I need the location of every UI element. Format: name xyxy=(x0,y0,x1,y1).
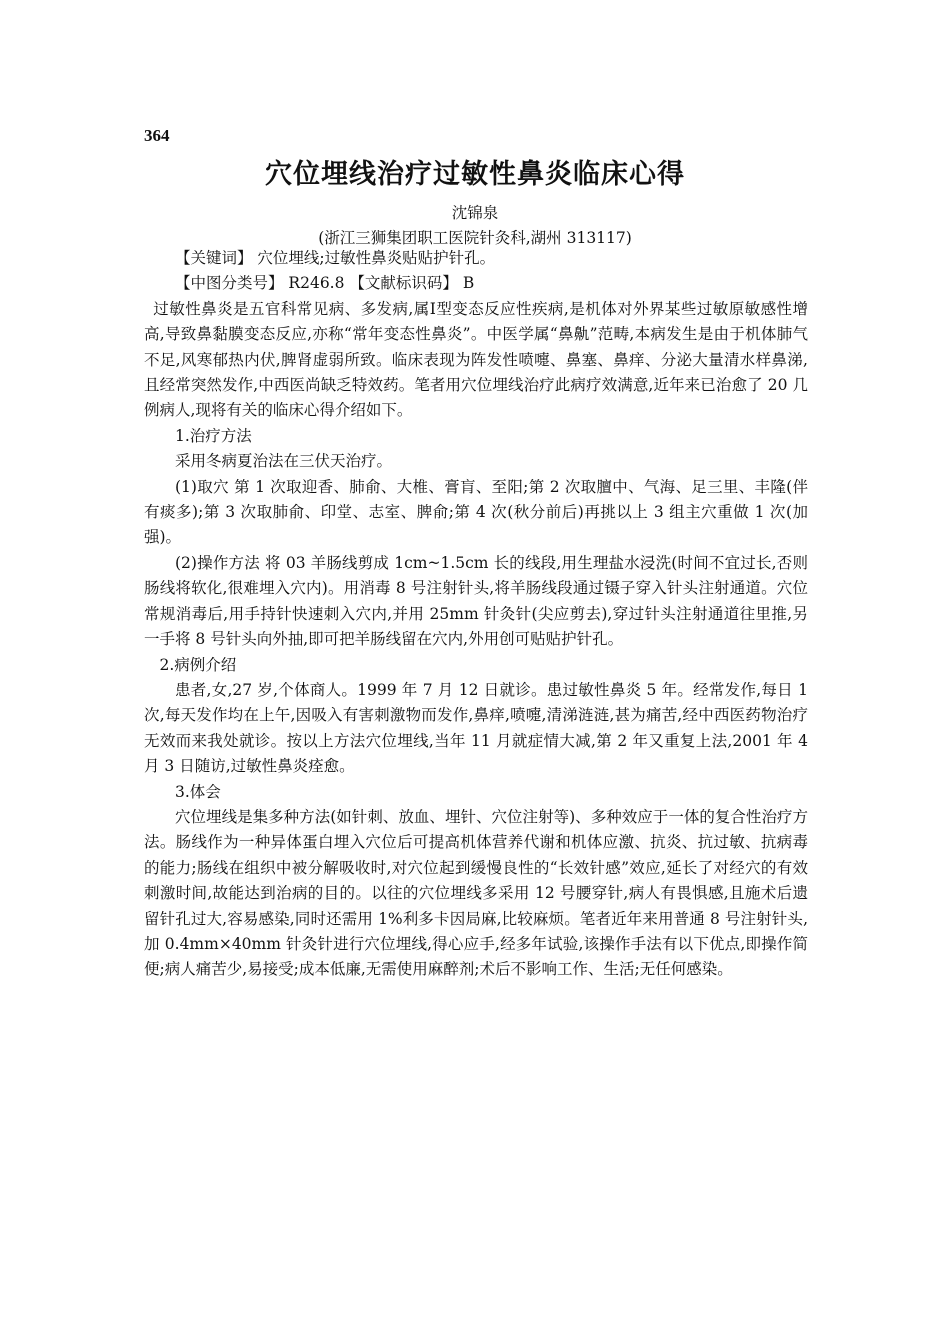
section-heading-case: 2.病例介绍 xyxy=(159,655,237,674)
classification-line: 【中图分类号】 R246.8 【文献标识码】 B xyxy=(175,274,475,293)
page-number: 364 xyxy=(144,126,170,145)
methods-paragraph-acupoints: (1)取穴 第 1 次取迎香、肺俞、大椎、膏肓、至阳;第 2 次取膻中、气海、足三里、丰隆(伴有痰多);第 3 次取肺俞、印堂、志室、脾俞;第 4 次(秋分前后)再挑以上 3 组主穴重做 1 次(加强)。 xyxy=(144,477,808,547)
section-heading-methods: 1.治疗方法 xyxy=(175,426,252,445)
author-name: 沈锦泉 xyxy=(451,204,499,222)
discussion-paragraph: 穴位埋线是集多种方法(如针刺、放血、埋针、穴位注射等)、多种效应于一体的复合性治疗方法。肠线作为一种异体蛋白埋入穴位后可提高机体营养代谢和机体应激、抗炎、抗过敏、抗病毒的能力;肠线在组织中被分解吸收时,对穴位起到缓慢良性的“长效针感”效应,延长了对经穴的有效刺激时间,故能达到治病的目的。以往的穴位埋线多采用 12 号腰穿针,病人有畏惧感,且施术后遗留针孔过大,容易感染,同时还需用 1%利多卡因局麻,比较麻烦。笔者近年来用普通 8 号注射针头,加 0.4mm×40mm 针灸针进行穴位埋线,得心应手,经多年试验,该操作手法有以下优点,即操作简便;病人痛苦少,易接受;成本低廉,无需使用麻醉剂;术后不影响工作、生活;无任何感染。 xyxy=(144,807,808,979)
intro-paragraph: 过敏性鼻炎是五官科常见病、多发病,属Ⅰ型变态反应性疾病,是机体对外界某些过敏原敏感性增高,导致鼻黏膜变态反应,亦称“常年变态性鼻炎”。中医学属“鼻鼽”范畴,本病发生是由于机体肺气不足,风寒郁热内伏,脾肾虚弱所致。临床表现为阵发性喷嚏、鼻塞、鼻痒、分泌大量清水样鼻涕,且经常突然发作,中西医尚缺乏特效药。笔者用穴位埋线治疗此病疗效满意,近年来已治愈了 20 几例病人,现将有关的临床心得介绍如下。 xyxy=(144,299,808,420)
keywords-line: 【关键词】 穴位埋线;过敏性鼻炎贴贴护针孔。 xyxy=(175,249,496,267)
author-affiliation: (浙江三狮集团职工医院针灸科,湖州 313117) xyxy=(318,229,632,247)
article-title: 穴位埋线治疗过敏性鼻炎临床心得 xyxy=(265,159,685,190)
case-paragraph: 患者,女,27 岁,个体商人。1999 年 7 月 12 日就诊。患过敏性鼻炎 5 年。经常发作,每日 1 次,每天发作均在上午,因吸入有害刺激物而发作,鼻痒,喷嚏,清涕涟涟,甚为痛苦,经中西医药物治疗无效而来我处就诊。按以上方法穴位埋线,当年 11 月就症情大减,第 2 年又重复上法,2001 年 4 月 3 日随访,过敏性鼻炎痊愈。 xyxy=(144,680,808,776)
methods-paragraph-1: 采用冬病夏治法在三伏天治疗。 xyxy=(175,452,393,471)
article-body xyxy=(144,246,808,983)
section-heading-discussion: 3.体会 xyxy=(175,782,221,801)
methods-paragraph-operation: (2)操作方法 将 03 羊肠线剪成 1cm~1.5cm 长的线段,用生理盐水浸洗(时间不宜过长,否则肠线将软化,很难埋入穴内)。用消毒 8 号注射针头,将羊肠线段通过镊子穿入针头注射通道。穴位常规消毒后,用手持针快速刺入穴内,并用 25mm 针灸针(尖应剪去),穿过针头注射通道往里推,另一手将 8 号针头向外抽,即可把羊肠线留在穴内,外用创可贴贴护针孔。 xyxy=(144,553,808,649)
